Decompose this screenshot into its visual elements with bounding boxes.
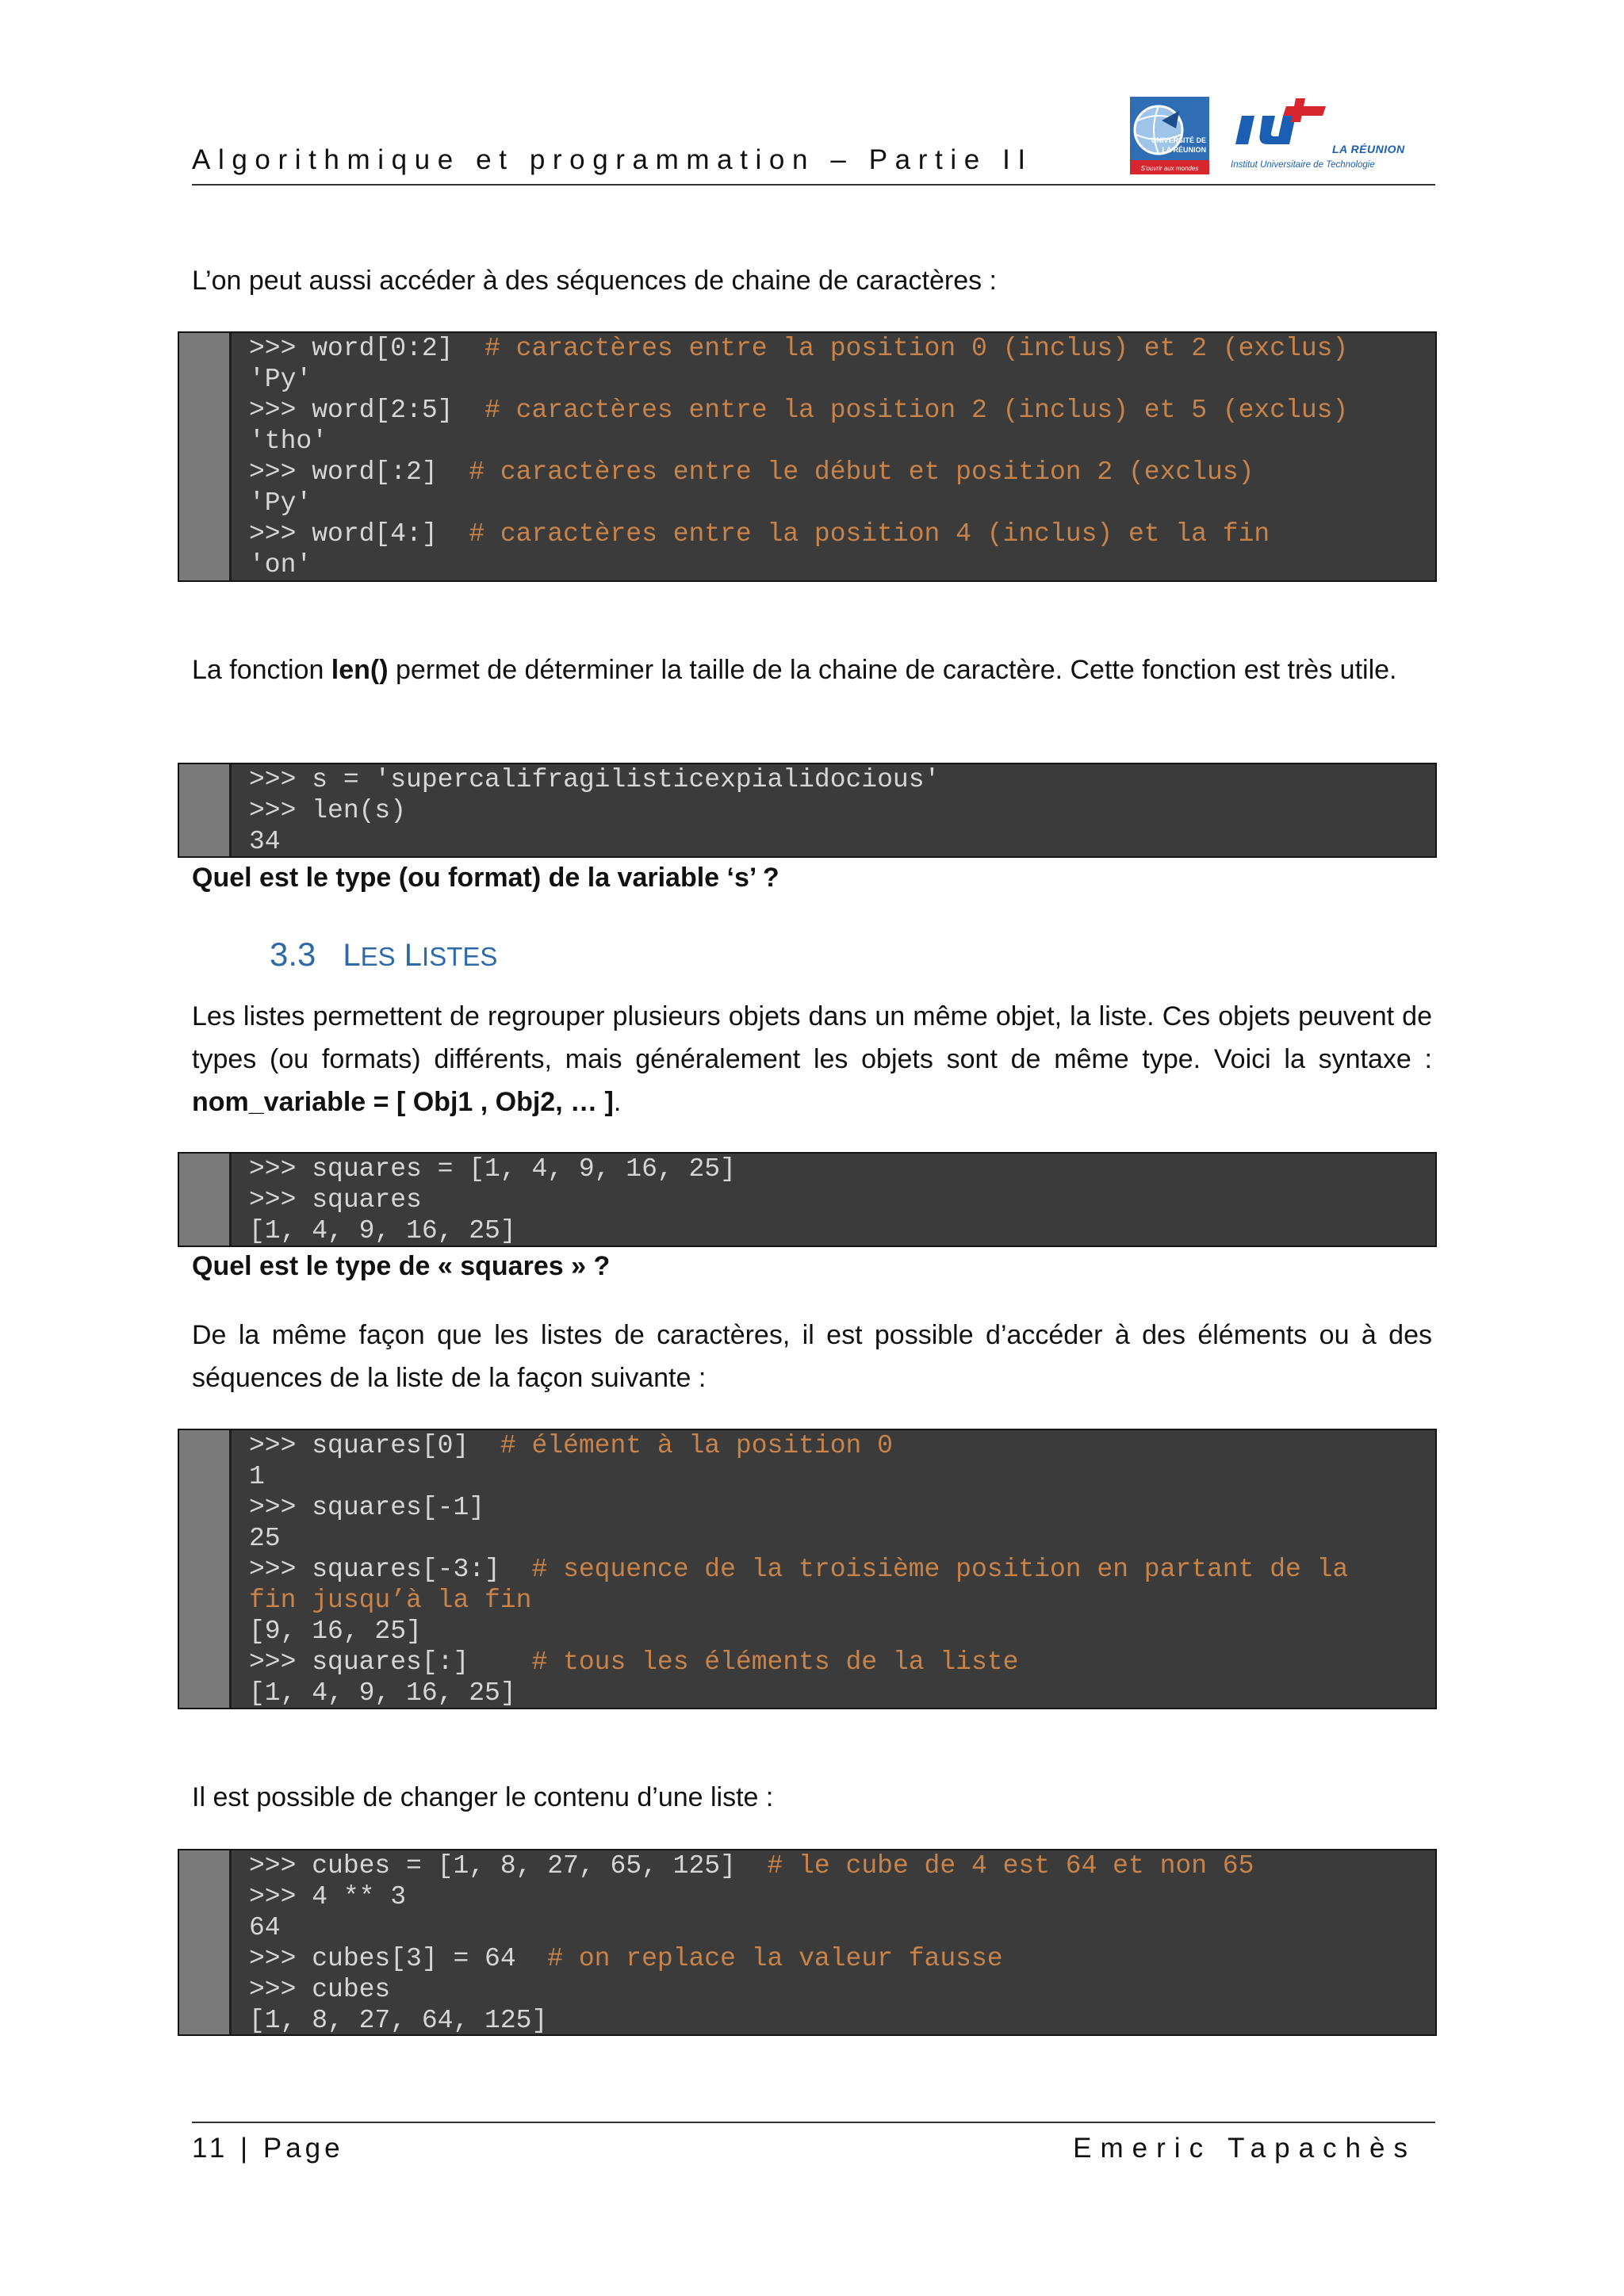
code-comment: fin jusqu’à la fin [249, 1586, 532, 1615]
code-comment: # le cube de 4 est 64 et non 65 [767, 1851, 1254, 1881]
code-line [249, 549, 1427, 580]
code-comment: # on replace la valeur fausse [547, 1944, 1003, 1973]
code-text: >>> squares[-1] [249, 1493, 485, 1522]
code-gutter [179, 333, 232, 580]
code-text: >>> s = 'supercalifragilisticexpialidocious' [249, 765, 940, 794]
syntax-bold: nom_variable = [ Obj1 , Obj2, … ] [192, 1087, 614, 1117]
code-line [249, 1184, 1427, 1215]
code-text: [1, 8, 27, 64, 125] [249, 2006, 548, 2035]
code-line [249, 395, 1427, 426]
code-line [249, 764, 1427, 795]
intro-paragraph: L’on peut aussi accéder à des séquences de chaine de caractères : [192, 266, 998, 296]
code-text: >>> cubes = [1, 8, 27, 65, 125] [249, 1851, 768, 1881]
len-function-name: len() [331, 655, 389, 685]
footer-divider [192, 2122, 1435, 2123]
question-type-s: Quel est le type (ou format) de la variable ‘s’ ? [192, 863, 779, 893]
iut-subtitle: Institut Universitaire de Technologie [1231, 160, 1375, 170]
code-text: >>> cubes[3] = 64 [249, 1944, 548, 1973]
code-line [249, 1647, 1427, 1678]
code-text: 25 [249, 1524, 281, 1553]
code-text: [1, 4, 9, 16, 25] [249, 1678, 516, 1708]
code-text: 'on' [249, 550, 312, 580]
code-line [249, 1616, 1427, 1647]
lists-paragraph: Les listes permettent de regrouper plusieurs objets dans un même objet, la liste. Ces objets peuvent de types (ou formats) différents, mais généralement les objets sont de même type. Voici la syntaxe : nom_variable = [ Obj1 , Obj2, … ]. [192, 1001, 1432, 1117]
code-text: >>> word[4:] [249, 519, 469, 549]
code-line [249, 519, 1427, 549]
code-line [249, 1850, 1427, 1881]
section-number: 3.3 [270, 936, 316, 973]
code-line [249, 1215, 1427, 1246]
code-text: >>> squares[:] [249, 1647, 532, 1677]
code-text: >>> len(s) [249, 796, 407, 825]
code-line [249, 1974, 1427, 2005]
code-line [249, 364, 1427, 395]
code-line [249, 795, 1427, 826]
code-comment: # sequence de la troisième position en partant de la [531, 1555, 1349, 1584]
code-block-squares [178, 1152, 1437, 1247]
svg-text:UNIVERSITÉ DE: UNIVERSITÉ DE [1151, 136, 1206, 144]
code-text: >>> squares = [1, 4, 9, 16, 25] [249, 1154, 736, 1184]
page-number: 11 | Page [192, 2133, 344, 2164]
code-text: >>> squares[-3:] [249, 1555, 532, 1584]
svg-text:S'ouvrir aux mondes: S'ouvrir aux mondes [1140, 165, 1199, 172]
len-paragraph: La fonction len() permet de déterminer la taille de la chaine de caractère. Cette fonction est très utile. [192, 655, 1397, 685]
code-comment: # tous les éléments de la liste [531, 1647, 1019, 1677]
question-type-squares: Quel est le type de « squares » ? [192, 1251, 611, 1281]
code-text: 'Py' [249, 488, 312, 518]
access-paragraph: De la même façon que les listes de caractères, il est possible d’accéder à des éléments ou à des séquences de la liste de la façon suivante : [192, 1320, 1432, 1393]
code-line [249, 457, 1427, 488]
code-text: 'tho' [249, 427, 328, 456]
code-gutter [179, 764, 232, 856]
code-block-len [178, 763, 1437, 858]
header-title: Algorithmique et programmation – Partie II [192, 144, 1033, 175]
code-gutter [179, 1430, 232, 1708]
code-text: >>> squares [249, 1185, 422, 1215]
universite-la-reunion-logo [1130, 97, 1209, 174]
code-gutter [179, 1850, 232, 2034]
code-line [249, 1912, 1427, 1943]
code-text: >>> 4 ** 3 [249, 1882, 407, 1911]
code-text: 64 [249, 1913, 281, 1942]
code-text: [1, 4, 9, 16, 25] [249, 1216, 516, 1246]
code-line [249, 1461, 1427, 1492]
iut-la-reunion-logo [1231, 98, 1421, 174]
code-text: 'Py' [249, 365, 312, 394]
code-text: >>> cubes [249, 1975, 391, 2004]
code-text: 34 [249, 827, 281, 856]
code-gutter [179, 1154, 232, 1246]
code-comment: # caractères entre le début et position 2 (exclus) [469, 457, 1254, 487]
code-line [249, 826, 1427, 857]
code-block-cubes [178, 1849, 1437, 2036]
code-block-squares-indexing [178, 1429, 1437, 1709]
code-line [249, 1943, 1427, 1974]
code-text: 1 [249, 1462, 265, 1491]
code-text: [9, 16, 25] [249, 1617, 422, 1646]
code-line [249, 1585, 1427, 1616]
code-line [249, 2005, 1427, 2036]
code-text: >>> word[:2] [249, 457, 469, 487]
code-line [249, 1678, 1427, 1709]
code-comment: # caractères entre la position 2 (inclus) et 5 (exclus) [485, 396, 1349, 425]
code-text: >>> word[0:2] [249, 334, 485, 363]
svg-text:LA RÉUNION: LA RÉUNION [1162, 146, 1206, 154]
code-line [249, 1523, 1427, 1554]
code-block-word-slicing [178, 331, 1437, 582]
code-line [249, 488, 1427, 519]
author-name: Emeric Tapachès [1073, 2133, 1416, 2164]
code-line [249, 1492, 1427, 1523]
code-line [249, 1881, 1427, 1912]
code-text: >>> word[2:5] [249, 396, 485, 425]
code-comment: # caractères entre la position 4 (inclus) et la fin [469, 519, 1270, 549]
code-line [249, 426, 1427, 457]
code-line [249, 1554, 1427, 1585]
code-comment: # caractères entre la position 0 (inclus) et 2 (exclus) [485, 334, 1349, 363]
code-line [249, 1154, 1427, 1184]
code-text: >>> squares[0] [249, 1431, 500, 1460]
code-line [249, 1430, 1427, 1461]
header-divider [192, 184, 1435, 186]
code-line [249, 333, 1427, 364]
modify-paragraph: Il est possible de changer le contenu d’une liste : [192, 1782, 774, 1812]
section-heading: 3.3 LES LISTES [270, 936, 498, 973]
code-comment: # élément à la position 0 [500, 1431, 893, 1460]
iut-region-label: LA RÉUNION [1332, 143, 1405, 155]
